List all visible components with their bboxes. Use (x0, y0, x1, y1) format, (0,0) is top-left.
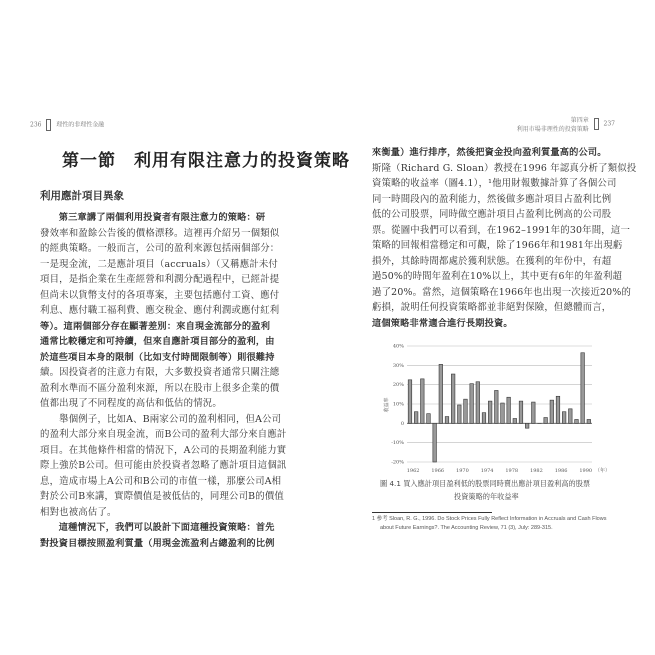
bar-1967 (439, 364, 443, 423)
bar-1969 (451, 374, 455, 423)
y-tick-label: 30% (392, 362, 404, 369)
x-tick-label: 1970 (456, 468, 469, 474)
running-head: 利用市場非理性的投資策略 (516, 126, 589, 133)
text-line: 過50%的時間年盈利在10%以上，其中更有6年的年盈利超 (372, 271, 623, 282)
bar-1989 (575, 419, 579, 423)
x-tick-label: 1986 (554, 468, 568, 474)
y-tick-label: 0 (400, 420, 404, 427)
text-line: 的盈利大部分來自現金流，而B公司的盈利大部分來自應計 (40, 429, 287, 440)
text-line: 票。從圖中我們可以看到，在1962–1991年的30年間，這一 (372, 224, 631, 236)
bar-1965 (427, 414, 431, 424)
text-line: 資策略的收益率（圖4.1），¹他用財報數據計算了各個公司 (372, 178, 617, 189)
bar-1984 (544, 418, 548, 424)
bar-1975 (488, 401, 492, 423)
bar-1974 (482, 413, 486, 424)
bar-1988 (569, 409, 573, 424)
bar-1973 (476, 382, 480, 424)
text-line: 這種情況下，我們可以設計下面這種投資策略：首先 (40, 522, 275, 533)
text-line: 低的公司股票，同時做空應計項目占盈利比例高的公司股 (372, 209, 612, 220)
y-tick-label: 40% (392, 343, 404, 350)
bar-1970 (458, 405, 462, 423)
bar-1987 (562, 412, 566, 424)
text-line: 第三章講了兩個利用投資者有限注意力的策略：研 (40, 212, 266, 223)
text-line: 通常比較穩定和可持續，但來自應計項目部分的盈利，由 (40, 336, 275, 347)
y-tick-label: 10% (392, 401, 404, 408)
y-tick-label: 20% (392, 382, 404, 389)
bar-1986 (556, 396, 560, 423)
running-head: 理性的非理性金融 (56, 121, 105, 129)
text-line: 的經典策略。一般而言，公司的盈利來源包括兩個部分： (40, 243, 280, 254)
text-line: 損外，其餘時間都處於獲利狀態。在獲利的年份中，有超 (372, 255, 612, 267)
text-line: 盈利水準而不區分盈利來源，所以在股市上很多企業的價 (40, 382, 280, 394)
bar-1971 (464, 399, 468, 423)
text-line: 對投資目標按照盈利質量（用現金流盈利占總盈利的比例 (40, 537, 275, 549)
bar-1990 (581, 353, 585, 424)
text-line: 利息、應付職工福利費、應交稅金、應付利潤或應付紅利 (40, 305, 280, 316)
text-line: 發效率和盈餘公告後的價格漂移。這裡再介紹另一個類似 (40, 227, 280, 239)
text-line: 一是現金流，二是應計項目（accruals）（又稱應計未付 (40, 258, 278, 270)
chapter-label: 第四章 (570, 117, 589, 124)
y-axis-label: 收益率 (384, 397, 390, 413)
bar-1966 (433, 423, 437, 462)
text-line: 舉個例子，比如A、B兩家公司的盈利相同，但A公司 (40, 413, 282, 425)
x-tick-label: 1978 (505, 468, 519, 474)
text-line: 但尚未以貨幣支付的各項專案，主要包括應付工資、應付 (40, 289, 280, 301)
page-number: 236 (30, 121, 42, 129)
figure-caption-line2: 投資策略的年收益率 (454, 492, 519, 501)
footnote-cont: about Future Earnings?. The Accounting Review, 71 (3), July: 289-315. (380, 525, 553, 531)
text-line: 於這些項目本身的限制（比如支付時間限制等）則很難持 (40, 351, 275, 363)
x-tick-label: 1982 (530, 468, 543, 474)
text-line: 值都出現了不同程度的高估和低估的情況。 (40, 398, 222, 409)
x-tick-label: 1990 (579, 468, 593, 474)
y-tick-label: -20% (391, 459, 404, 466)
text-line: 策略的回報相當穩定和可觀，除了1966年和1981年出現虧 (372, 240, 623, 251)
x-axis-label: （年） (595, 468, 611, 474)
text-line: 對於公司B來講，實際價值是被低估的，同理公司B的價值 (40, 491, 284, 502)
bar-1972 (470, 384, 474, 424)
subheading: 利用應計項目異象 (40, 190, 124, 202)
figure-caption: 圖 4.1 買入應計項目盈利低的股票同時賣出應計項目盈利高的股票 (380, 479, 591, 488)
text-line: 項目。在其他條件相當的情況下，A公司的長期盈利能力實 (40, 444, 287, 456)
text-line: 同一時間段內的盈利能力，然後做多應計項目占盈利比例 (372, 193, 612, 205)
bar-1979 (513, 419, 517, 424)
footnote-rule (372, 512, 492, 513)
text-line: 這個策略非常適合進行長期投資。 (372, 317, 513, 329)
bar-1977 (501, 403, 505, 423)
text-line: 過了20%。當然，這個策略在1966年也出現一次接近20%的 (372, 286, 632, 298)
text-line: 息，造成市場上A公司和B公司的市值一樣，那麼公司A相 (40, 475, 282, 487)
x-tick-label: 1962 (406, 468, 420, 474)
y-tick-label: -10% (391, 440, 404, 447)
bar-1963 (414, 412, 418, 424)
bar-1991 (587, 419, 591, 423)
text-line: 來衡量）進行排序，然後把資金投向盈利質量高的公司。 (372, 147, 607, 158)
text-line: 項目，是指企業在生產經營和利潤分配過程中，已經計提 (40, 274, 280, 285)
bar-1968 (445, 417, 449, 424)
text-line: 斯隆（Richard G. Sloan）教授在1996 年認真分析了類似投 (372, 162, 637, 174)
x-tick-label: 1974 (480, 468, 494, 474)
footnote: 1 參考 Sloan, R. G., 1996. Do Stock Prices Fully Reflect Information in Accruals and Cash Flows (372, 516, 607, 522)
text-line: 際上強於B公司。但可能由於投資者忽略了應計項目這個訊 (40, 460, 287, 471)
x-tick-label: 1966 (431, 468, 445, 474)
text-line: 虧損，說明任何投資策略都並非絕對保險，但總體而言， (372, 302, 612, 313)
text-line: 續。因投資者的注意力有限，大多數投資者通常只關注總 (40, 367, 280, 378)
bar-1985 (550, 400, 554, 423)
section-title: 第一節 利用有限注意力的投資策略 (62, 151, 350, 171)
text-line: 相對也被高估了。 (40, 506, 117, 518)
bar-1978 (507, 397, 511, 423)
bar-1981 (525, 423, 529, 428)
bar-1964 (421, 379, 425, 423)
bar-1962 (408, 380, 412, 424)
bar-1976 (495, 390, 499, 423)
bar-1982 (532, 402, 536, 423)
text-line: 等）。這兩個部分存在顯著差別：來自現金流部分的盈利 (40, 320, 271, 332)
bar-1980 (519, 401, 523, 423)
page-number: 237 (603, 120, 615, 128)
